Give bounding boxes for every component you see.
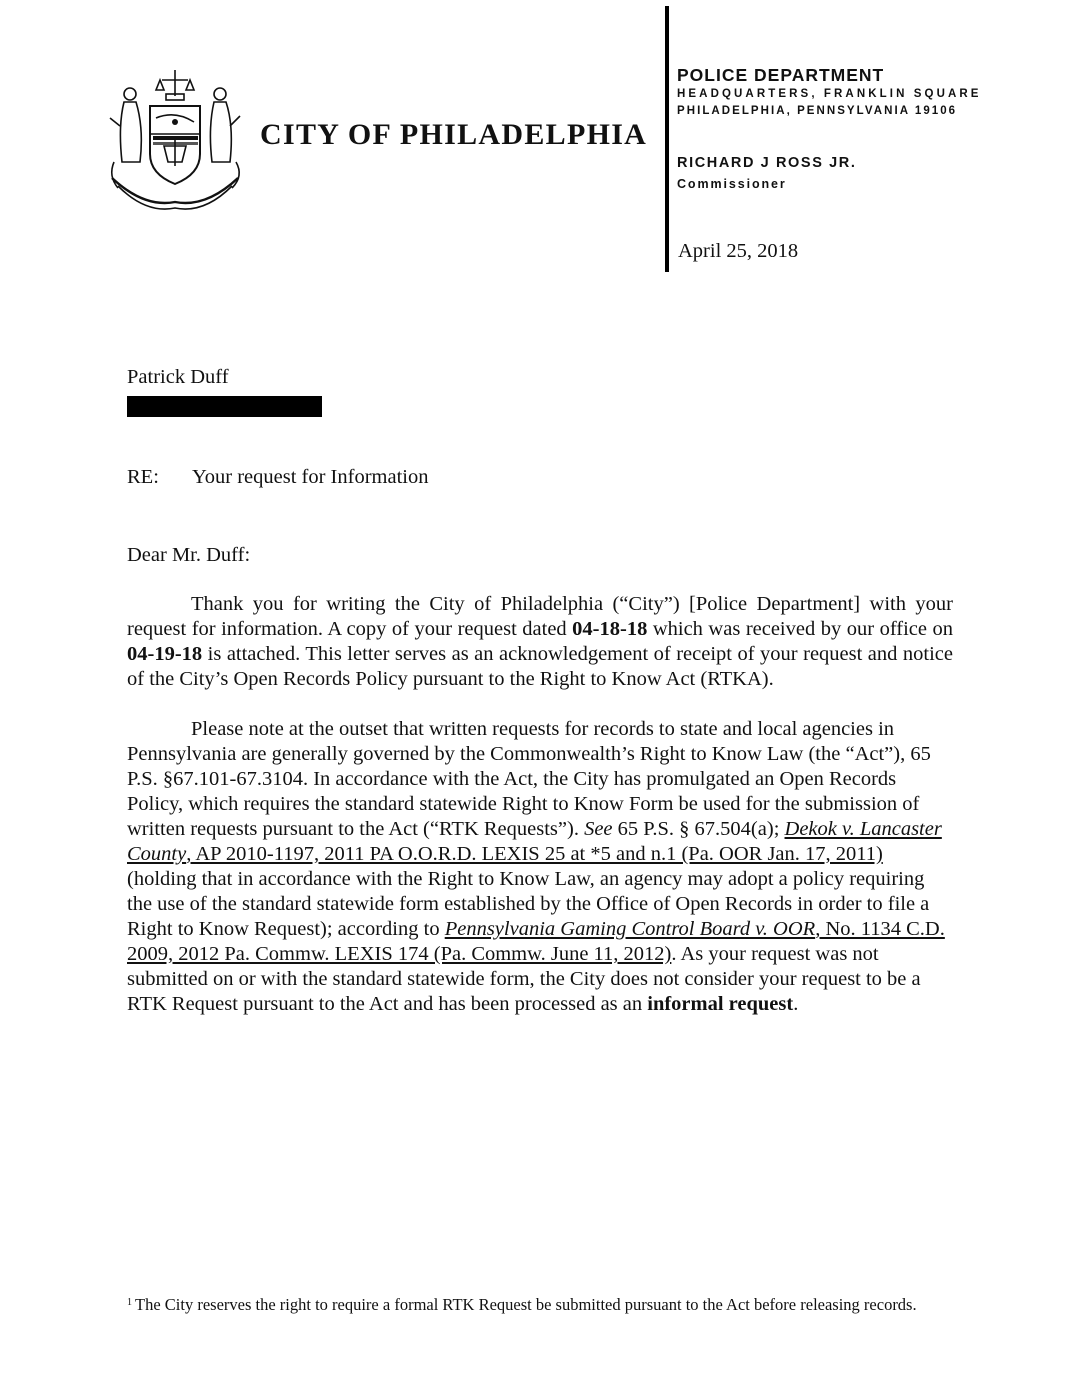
footnote-marker: 1 — [127, 1297, 132, 1308]
department-name: POLICE DEPARTMENT — [677, 65, 885, 85]
request-date: 04-18-18 — [572, 618, 648, 640]
commissioner-title: Commissioner — [677, 177, 787, 191]
footnote — [127, 1292, 927, 1315]
commissioner-name: RICHARD J ROSS JR. — [677, 155, 857, 171]
redacted-address — [127, 396, 322, 417]
recipient-name: Patrick Duff — [127, 366, 229, 388]
body-paragraph-1: Thank you for writing the City of Philadelphia (“City”) [Police Department] with your request for information. A copy of your request dated 04-18-18 which was received by our office on 04-19-18 is attached. This letter serves as an acknowledgement of receipt of your request and notice of the City’s Open Records Policy pursuant to the Right to Know Act (RTKA). — [127, 593, 953, 690]
citation-gaming-board: Pennsylvania Gaming Control Board v. OOR, No. 1134 C.D. 2009, 2012 Pa. Commw. LEXIS 174 (Pa. Commw. June 11, 2012) — [127, 918, 945, 965]
address-line-1: HEADQUARTERS, FRANKLIN SQUARE — [677, 88, 982, 100]
body-paragraph-2: Please note at the outset that written requests for records to state and local agencies in Pennsylvania are generally governed by the Commonwealth’s Right to Know Law (the “Act”), 65 P.S. §67.101-67.3104. In accordance with the Act, the City has promulgated an Open Records Policy, which requires the standard statewide Right to Know Form be used for the submission of written requests pursuant to the Act (“RTK Requests”). See 65 P.S. § 67.504(a); Dekok v. Lancaster County, AP 2010-1197, 2011 PA O.O.R.D. LEXIS 25 at *5 and n.1 (Pa. OOR Jan. 17, 2011) (holding that in accordance with the Right to Know Law, an agency may adopt a policy requiring the use of the standard statewide form established by the Office of Open Records in order to file a Right to Know Request); according to Pennsylvania Gaming Control Board v. OOR, No. 1134 C.D. 2009, 2012 Pa. Commw. LEXIS 174 (Pa. Commw. June 11, 2012). As your request was not submitted on or with the standard statewide form, the City does not consider your request to be a RTK Request pursuant to the Act and has been processed as an informal request. — [127, 718, 945, 1015]
footnote-text: The City reserves the right to require a formal RTK Request be submitted pursuant to the Act before releasing records. — [135, 1295, 917, 1314]
city-seal-icon — [104, 66, 246, 214]
city-name: CITY OF PHILADELPHIA — [260, 118, 648, 151]
subject-text: Your request for Information — [192, 466, 429, 488]
address-line-2: PHILADELPHIA, PENNSYLVANIA 19106 — [677, 105, 958, 117]
received-date: 04-19-18 — [127, 643, 203, 665]
letter-date: April 25, 2018 — [678, 240, 799, 262]
subject-label: RE: — [127, 466, 159, 488]
letterhead-divider — [665, 6, 669, 272]
salutation: Dear Mr. Duff: — [127, 544, 251, 566]
informal-request: informal request — [647, 993, 794, 1015]
citation-dekok: Dekok v. Lancaster County, AP 2010-1197, 2011 PA O.O.R.D. LEXIS 25 at *5 and n.1 (Pa. OOR Jan. 17, 2011) — [127, 818, 942, 865]
